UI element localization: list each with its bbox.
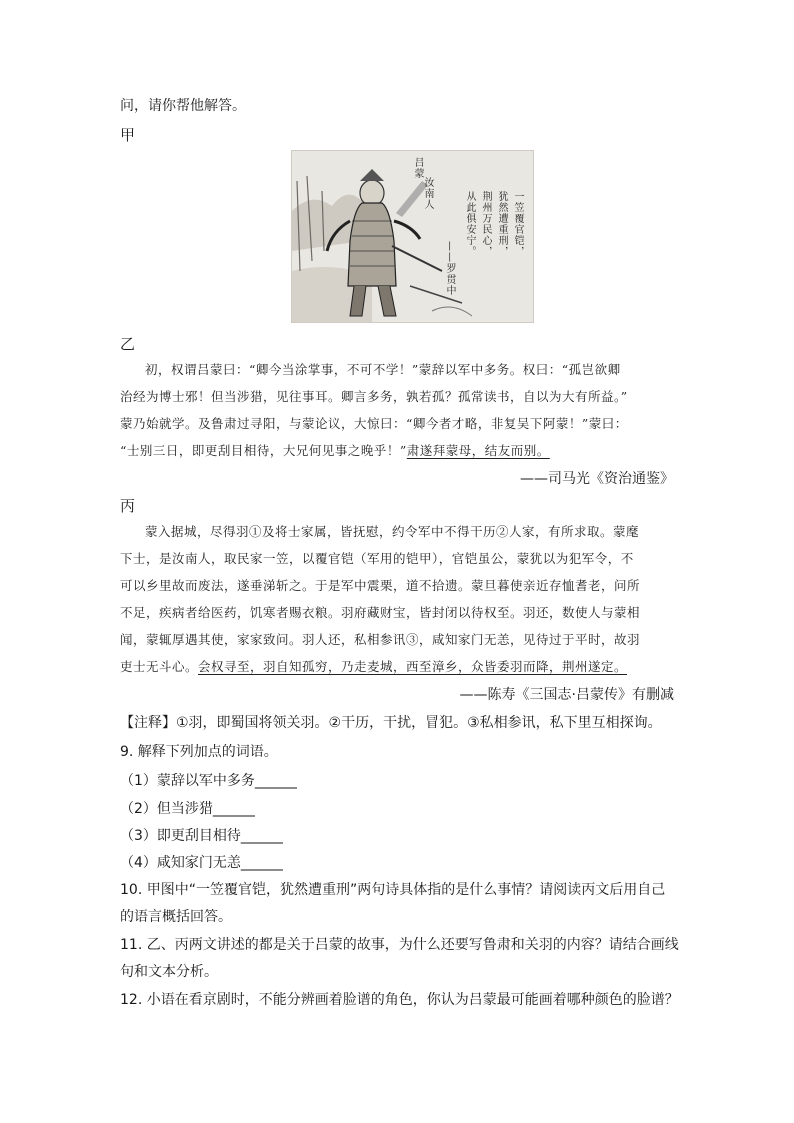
q9-item-1: （1）蒙辞以军中多务______: [120, 773, 297, 789]
answer-blank-2[interactable]: ______: [212, 801, 255, 817]
bing-line-1: 蒙入据城，尽得羽①及将士家属，皆抚慰，约令军中不得干历②人家，有所求取。蒙麾: [145, 524, 640, 539]
question-12: 12. 小语在看京剧时，不能分辨画着脸谱的角色，你认为吕蒙最可能画着哪种颜色的脸谱？: [120, 992, 679, 1008]
q9-item-2: （2）但当涉猎______: [120, 801, 255, 817]
picture-author: ——罗贯中: [444, 241, 455, 296]
bing-line-2: 下士，是汝南人，取民家一笠，以覆官铠（军用的铠甲），官铠虽公，蒙犹以为犯军令，不: [120, 551, 634, 566]
answer-blank-3[interactable]: ______: [240, 828, 283, 844]
question-10-line-1: 10. 甲图中“一笠覆官铠，犹然遭重刑”两句诗具体指的是什么事情？请阅读丙文后用自己: [120, 882, 666, 898]
yi-line-4: [120, 441, 550, 459]
bing-line-6-text: 吏士无斗心。: [120, 659, 199, 674]
poem-col-4: 从此俱安宁。: [464, 191, 475, 257]
yi-underlined-sentence: 肃遂拜蒙母，结友而别。: [406, 443, 550, 458]
q9-item-4: （4）咸知家门无恙______: [120, 855, 283, 871]
question-11-line-2: 句和文本分析。: [120, 964, 218, 980]
question-9: 9. 解释下列加点的词语。: [120, 744, 278, 760]
notes: 【注释】①羽，即蜀国将领关羽。②干历，干扰，冒犯。③私相参讯，私下里互相探询。: [120, 715, 662, 731]
picture-origin: 汝南人: [422, 177, 433, 210]
bing-line-3: 可以乡里故而废法，遂垂涕斩之。于是军中震栗，道不拾遗。蒙旦暮使亲近存恤耆老，问所: [120, 578, 641, 593]
label-yi: 乙: [120, 335, 136, 353]
bing-line-4: 不足，疾病者给医药，饥寒者赐衣粮。羽府藏财宝，皆封闭以待权至。羽还，数使人与蒙相: [120, 605, 641, 620]
yi-line-4-text: “士别三日，即更刮目相待，大兄何见事之晚乎！”: [120, 443, 407, 458]
yi-line-3: 蒙乃始就学。及鲁肃过寻阳，与蒙论议，大惊曰：“卿今者才略，非复吴下阿蒙！”蒙曰：: [120, 416, 628, 431]
poem-col-2: 犹然遭重刑，: [496, 191, 507, 257]
yi-source: ——司马光《资治通鉴》: [520, 471, 674, 487]
bing-line-6: [120, 657, 627, 675]
poem-col-1: 一笠覆官铠，: [512, 191, 523, 257]
bing-source: ——陈寿《三国志·吕蒙传》有删减: [459, 687, 674, 703]
poem-col-3: 荆州万民心，: [480, 191, 491, 257]
answer-blank-4[interactable]: ______: [240, 855, 283, 871]
yi-line-2: 治经为博士邪！但当涉猎，见往事耳。卿言多务，孰若孤？孤常读书，自以为大有所益。”: [120, 389, 628, 404]
label-jia: 甲: [120, 126, 136, 144]
picture-name: 吕蒙: [412, 157, 423, 179]
answer-blank-1[interactable]: ______: [254, 773, 297, 789]
label-bing: 丙: [120, 497, 136, 515]
q9-item-3: （3）即更刮目相待______: [120, 828, 283, 844]
bing-line-5: 闻，蒙辄厚遇其使，家家致问。羽人还，私相参讯③，咸知家门无恙，见待过于平时，故羽: [120, 632, 641, 647]
question-11-line-1: 11. 乙、丙两文讲述的都是关于吕蒙的故事，为什么还要写鲁肃和关羽的内容？请结合画线: [120, 937, 679, 953]
question-10-line-2: 的语言概括回答。: [120, 909, 232, 925]
intro-text: 问，请你帮他解答。: [120, 98, 246, 114]
yi-line-1: 初，权谓吕蒙曰：“卿今当涂掌事，不可不学！”蒙辞以军中多务。权曰：“孤岂欲卿: [145, 362, 621, 377]
lu-meng-illustration: [291, 150, 534, 323]
bing-underlined-sentence: 会权寻至，羽自知孤穷，乃走麦城，西至漳乡，众皆委羽而降，荆州遂定。: [198, 659, 628, 674]
